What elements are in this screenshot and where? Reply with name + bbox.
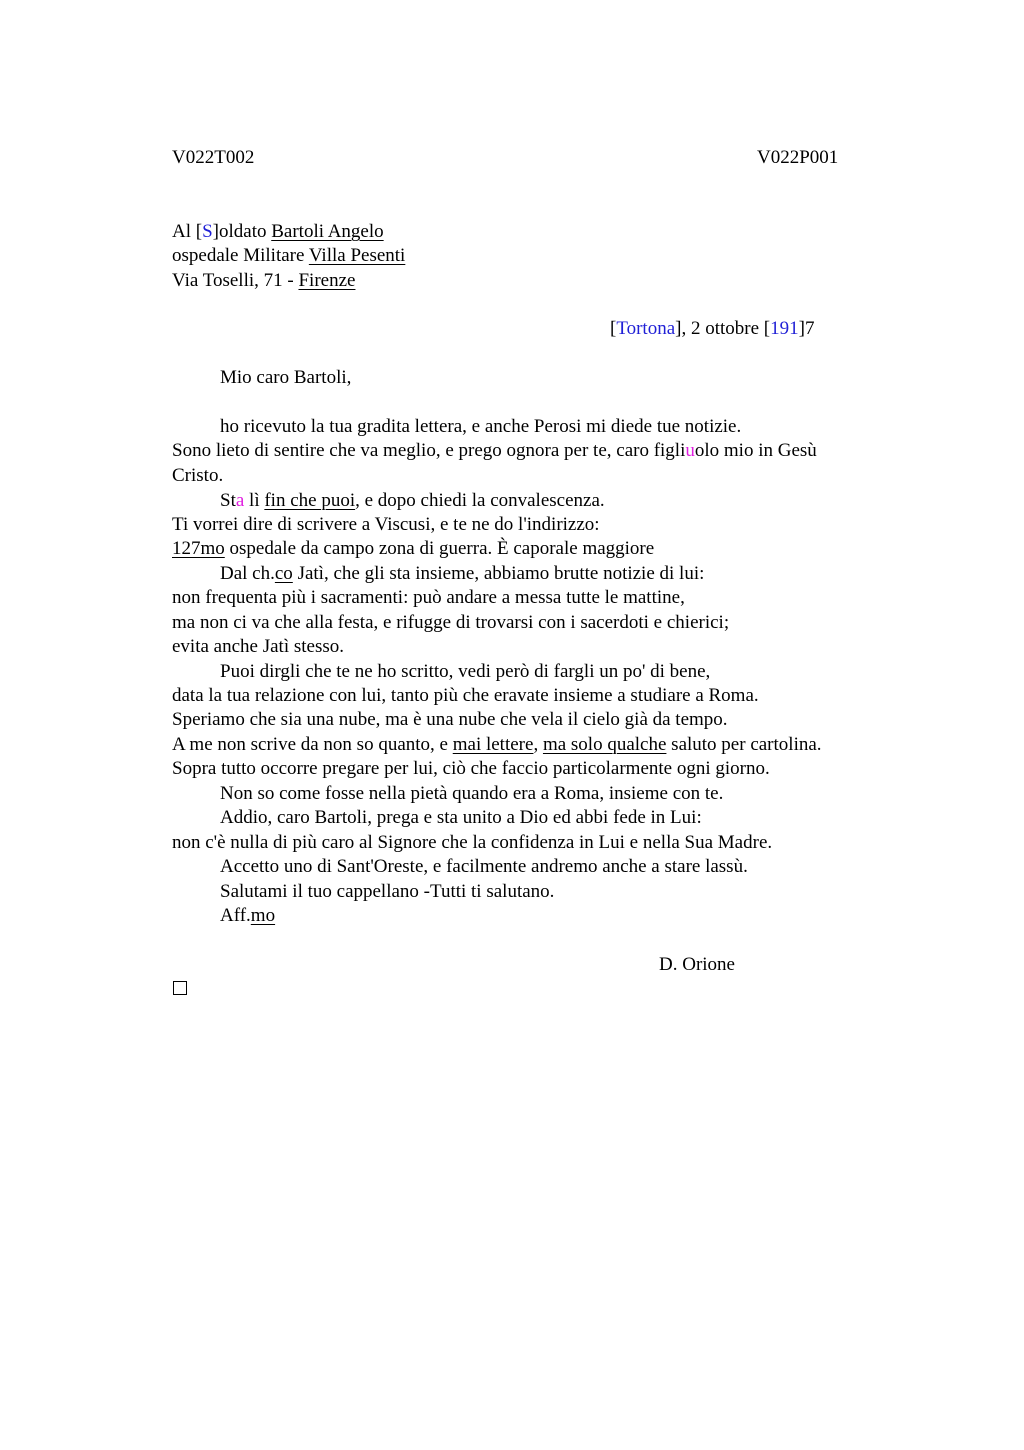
body-text: St: [220, 490, 236, 511]
correction-mark: a: [235, 490, 245, 511]
body-line: Non so come fosse nella pietà quando era a Roma, insieme con te.: [220, 783, 724, 804]
document-code-right: V022P001: [757, 147, 839, 168]
body-text: saluto per cartolina.: [666, 734, 822, 755]
address-text: ospedale Militare: [172, 245, 309, 266]
body-text: olo mio in Gesù: [694, 440, 817, 461]
body-line: data la tua relazione con lui, tanto più che eravate insieme a studiare a Roma.: [172, 685, 759, 706]
body-line: [220, 562, 704, 586]
dateline: [610, 317, 814, 341]
underlined-phrase: fin che puoi: [264, 490, 356, 511]
body-line: Accetto uno di Sant'Oreste, e facilmente andremo anche a stare lassù.: [220, 856, 748, 877]
body-line: non c'è nulla di più caro al Signore che la confidenza in Lui e nella Sua Madre.: [172, 832, 773, 853]
body-line: Puoi dirgli che te ne ho scritto, vedi però di fargli un po' di bene,: [220, 661, 711, 682]
dateline-place: Tortona: [616, 318, 676, 339]
body-line: Cristo.: [172, 465, 224, 486]
body-line: [172, 439, 817, 463]
body-line: Salutami il tuo cappellano -Tutti ti salutano.: [220, 881, 555, 902]
hospital-name: Villa Pesenti: [308, 245, 406, 266]
body-line: [172, 733, 822, 757]
recipient-name: Bartoli Angelo: [271, 221, 384, 242]
dateline-text: [: [610, 318, 617, 339]
empty-box-icon: [173, 981, 187, 995]
body-line: Addio, caro Bartoli, prega e sta unito a Dio ed abbi fede in Lui:: [220, 807, 702, 828]
underlined-phrase: 127mo: [172, 538, 225, 559]
body-line: ho ricevuto la tua gradita lettera, e anche Perosi mi diede tue notizie.: [220, 416, 742, 437]
body-line: [220, 489, 605, 513]
underlined-phrase: mo: [250, 905, 276, 926]
body-text: Jatì, che gli sta insieme, abbiamo brutte notizie di lui:: [292, 563, 705, 584]
address-text: Via Toselli, 71 -: [172, 270, 299, 291]
body-line: non frequenta più i sacramenti: può andare a messa tutte le mattine,: [172, 587, 685, 608]
correction-mark: u: [685, 440, 695, 461]
address-line-2: [172, 244, 405, 268]
editorial-insertion: S: [202, 221, 213, 242]
address-text: ]oldato: [212, 221, 272, 242]
address-line-3: [172, 269, 355, 293]
city-name: Firenze: [298, 270, 356, 291]
dateline-text: ]7: [798, 318, 815, 339]
body-line: Ti vorrei dire di scrivere a Viscusi, e te ne do l'indirizzo:: [172, 514, 600, 535]
address-prefix: Al [: [172, 221, 203, 242]
body-text: lì: [244, 490, 265, 511]
underlined-phrase: co: [274, 563, 293, 584]
body-text: ,: [533, 734, 543, 755]
body-line: [172, 537, 654, 561]
document-code-left: V022T002: [172, 147, 255, 168]
body-text: Sono lieto di sentire che va meglio, e prego ognora per te, caro figli: [172, 440, 686, 461]
signature: D. Orione: [659, 954, 735, 975]
body-text: A me non scrive da non so quanto, e: [172, 734, 453, 755]
dateline-text: ], 2 ottobre [: [675, 318, 771, 339]
body-line: evita anche Jatì stesso.: [172, 636, 345, 657]
body-line: Speriamo che sia una nube, ma è una nube che vela il cielo già da tempo.: [172, 709, 728, 730]
closing: [220, 904, 275, 928]
body-text: , e dopo chiedi la convalescenza.: [355, 490, 605, 511]
body-text: Aff.: [220, 905, 251, 926]
body-line: Sopra tutto occorre pregare per lui, ciò che faccio particolarmente ogni giorno.: [172, 758, 770, 779]
body-line: ma non ci va che alla festa, e rifugge di trovarsi con i sacerdoti e chierici;: [172, 612, 730, 633]
dateline-year-insertion: 191: [770, 318, 799, 339]
underlined-phrase: mai lettere: [452, 734, 534, 755]
address-line-1: [172, 220, 384, 244]
body-text: ospedale da campo zona di guerra. È caporale maggiore: [224, 538, 655, 559]
salutation: Mio caro Bartoli,: [220, 367, 352, 388]
underlined-phrase: ma solo qualche: [542, 734, 667, 755]
body-text: Dal ch.: [220, 563, 275, 584]
